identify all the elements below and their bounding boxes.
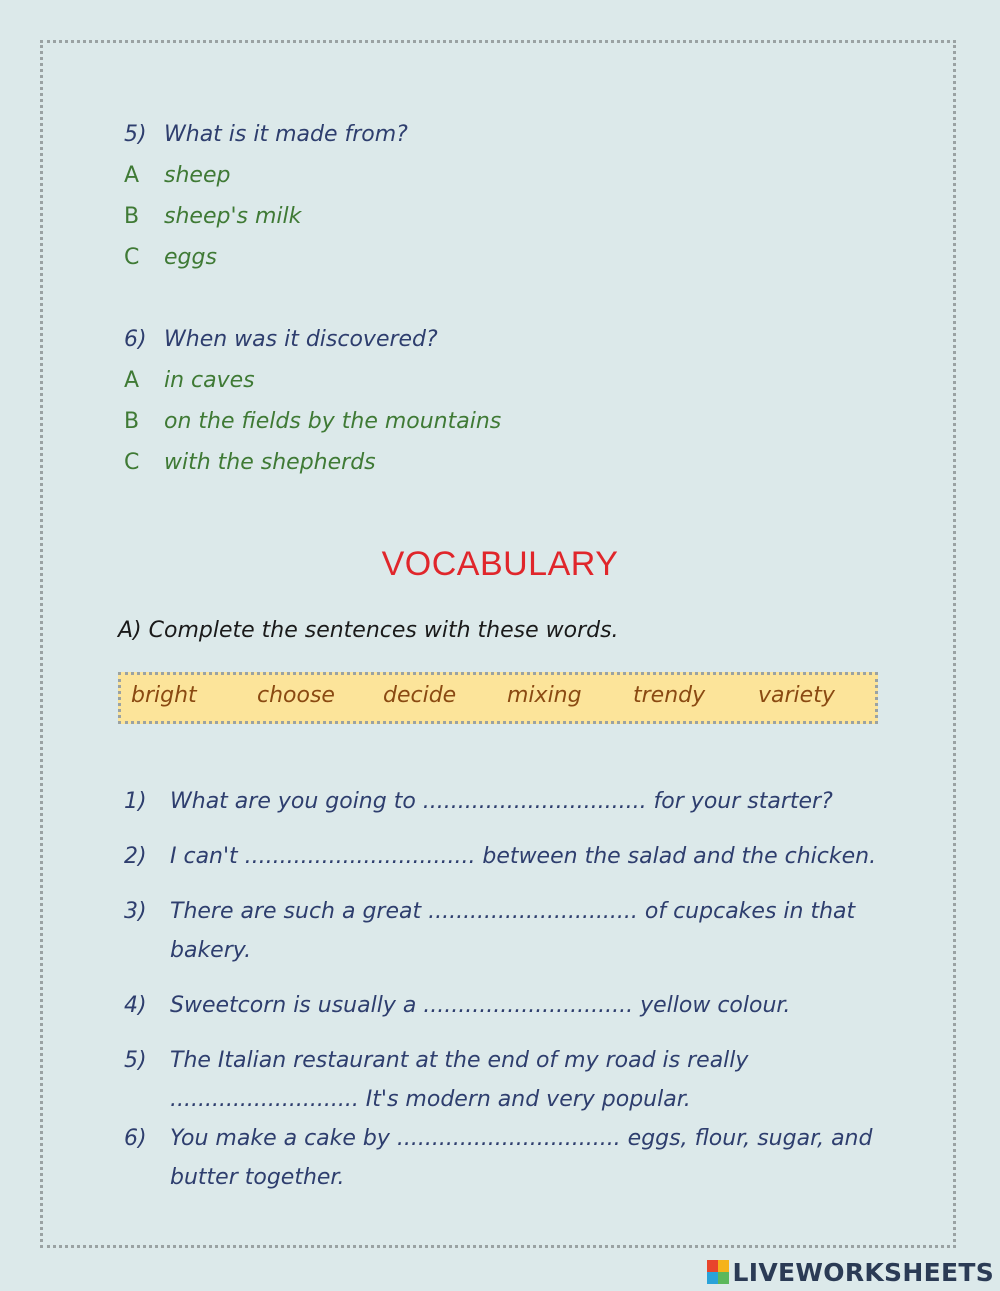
sentence-number: 4) <box>124 993 147 1018</box>
sentence-6 <box>124 1119 880 1197</box>
question-text: What is it made from? <box>164 122 408 147</box>
question-5-block <box>124 114 408 278</box>
instruction: A) Complete the sentences with these words. <box>118 618 619 643</box>
question-5 <box>124 114 408 155</box>
liveworksheets-logo <box>707 1257 994 1287</box>
word-bank-item: variety <box>758 683 835 708</box>
sentence-text[interactable]: Sweetcorn is usually a .............................. yellow colour. <box>170 993 791 1018</box>
section-title: VOCABULARY <box>381 545 619 583</box>
sentence-5 <box>124 1041 880 1119</box>
sentence-text[interactable]: There are such a great .............................. of cupcakes in that bakery. <box>170 899 856 963</box>
word-bank-item: decide <box>383 683 457 708</box>
sentence-3 <box>124 892 880 970</box>
option-text: with the shepherds <box>164 450 376 475</box>
option-letter: A <box>124 368 140 393</box>
logo-icon <box>707 1260 729 1284</box>
logo-square-blue <box>707 1272 718 1284</box>
question-number: 6) <box>124 327 147 352</box>
word-bank-item: choose <box>257 683 335 708</box>
option-a[interactable] <box>124 360 501 401</box>
question-6-block <box>124 319 501 483</box>
option-text: sheep's milk <box>164 204 302 229</box>
sentence-4 <box>124 986 880 1025</box>
word-bank-item: bright <box>131 683 197 708</box>
logo-square-red <box>707 1260 718 1272</box>
sentence-2 <box>124 837 880 876</box>
logo-text: LIVEWORKSHEETS <box>732 1257 994 1287</box>
option-text: on the fields by the mountains <box>164 409 502 434</box>
logo-square-green <box>718 1272 729 1284</box>
sentence-number: 6) <box>124 1126 147 1151</box>
option-b[interactable] <box>124 401 501 442</box>
option-letter: B <box>124 204 140 229</box>
option-text: sheep <box>164 163 231 188</box>
sentence-number: 2) <box>124 844 147 869</box>
sentence-text[interactable]: You make a cake by ................................ eggs, flour, sugar, and butter together. <box>170 1126 873 1190</box>
word-bank-item: mixing <box>507 683 582 708</box>
option-c[interactable] <box>124 442 501 483</box>
sentence-number: 3) <box>124 899 147 924</box>
sentence-text[interactable]: I can't ................................. between the salad and the chicken. <box>170 844 877 869</box>
option-letter: C <box>124 245 140 270</box>
option-text: eggs <box>164 245 217 270</box>
sentence-number: 5) <box>124 1048 147 1073</box>
option-letter: A <box>124 163 140 188</box>
option-b[interactable] <box>124 196 408 237</box>
option-letter: B <box>124 409 140 434</box>
word-bank <box>118 672 878 724</box>
option-c[interactable] <box>124 237 408 278</box>
sentence-1 <box>124 782 880 821</box>
word-bank-item: trendy <box>633 683 706 708</box>
question-6 <box>124 319 501 360</box>
option-a[interactable] <box>124 155 408 196</box>
sentence-text[interactable]: What are you going to ................................ for your starter? <box>170 789 833 814</box>
question-number: 5) <box>124 122 147 147</box>
option-text: in caves <box>164 368 255 393</box>
question-text: When was it discovered? <box>164 327 438 352</box>
sentence-list <box>124 782 880 1197</box>
logo-square-yellow <box>718 1260 729 1272</box>
option-letter: C <box>124 450 140 475</box>
sentence-text[interactable]: The Italian restaurant at the end of my road is really ........................... It's modern and very popular. <box>170 1048 749 1112</box>
sentence-number: 1) <box>124 789 147 814</box>
